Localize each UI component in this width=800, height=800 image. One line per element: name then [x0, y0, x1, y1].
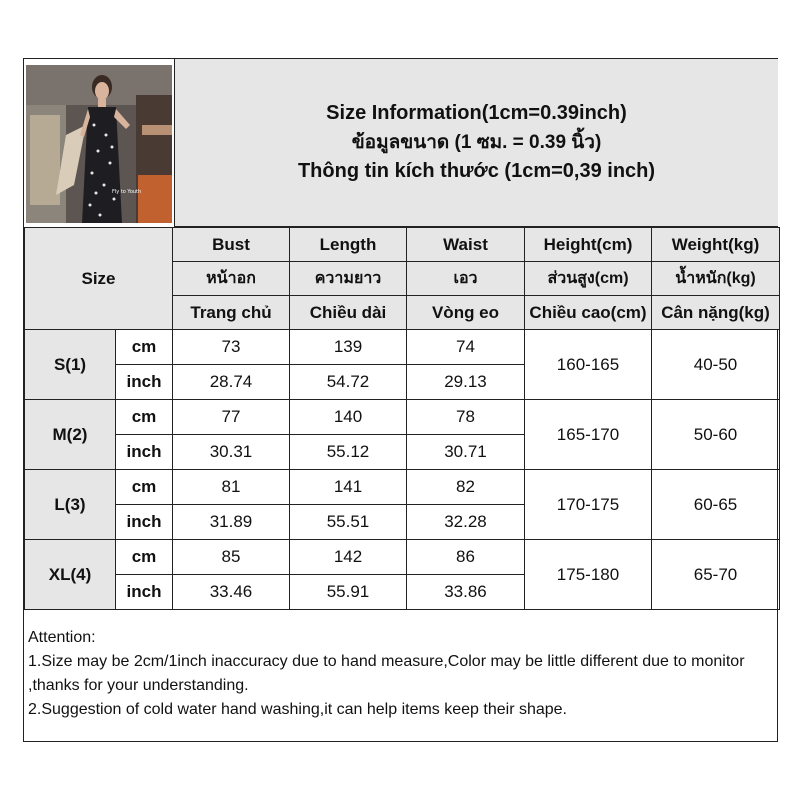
attention-note-1: 1.Size may be 2cm/1inch inaccuracy due to hand measure,Color may be little different due to monitor ,thanks for your understanding.: [28, 653, 745, 694]
size-chart-sheet: [23, 58, 778, 742]
unit-cm: cm: [116, 540, 173, 575]
waist-cm: 86: [407, 540, 525, 575]
height-range: 165-170: [525, 400, 652, 470]
size-label: M(2): [25, 400, 116, 470]
weight-range: 50-60: [652, 400, 780, 470]
height-range: 170-175: [525, 470, 652, 540]
photo-caption: Fly to Youth: [112, 189, 142, 195]
waist-inch: 33.86: [407, 575, 525, 610]
bust-inch: 33.46: [173, 575, 290, 610]
title-block: [174, 59, 778, 227]
bust-cm: 77: [173, 400, 290, 435]
col-bust-en: Bust: [173, 228, 290, 262]
col-height-vi: Chiều cao(cm): [525, 296, 652, 330]
size-label: S(1): [25, 330, 116, 400]
col-weight-th: น้ำหนัก(kg): [652, 262, 780, 296]
length-cm: 142: [290, 540, 407, 575]
col-height-en: Height(cm): [525, 228, 652, 262]
col-length-th: ความยาว: [290, 262, 407, 296]
bust-cm: 85: [173, 540, 290, 575]
weight-range: 65-70: [652, 540, 780, 610]
bust-inch: 31.89: [173, 505, 290, 540]
length-inch: 55.51: [290, 505, 407, 540]
title-english: Size Information(1cm=0.39inch): [326, 102, 627, 124]
bust-cm: 81: [173, 470, 290, 505]
bust-inch: 28.74: [173, 365, 290, 400]
height-range: 175-180: [525, 540, 652, 610]
col-length-vi: Chiều dài: [290, 296, 407, 330]
attention-heading: Attention:: [28, 629, 96, 646]
waist-cm: 78: [407, 400, 525, 435]
unit-inch: inch: [116, 435, 173, 470]
length-cm: 140: [290, 400, 407, 435]
col-waist-th: เอว: [407, 262, 525, 296]
attention-note-2: 2.Suggestion of cold water hand washing,it can help items keep their shape.: [28, 701, 567, 718]
table-row: [25, 540, 780, 575]
table-row: [25, 400, 780, 435]
unit-inch: inch: [116, 505, 173, 540]
table-row: [25, 330, 780, 365]
height-range: 160-165: [525, 330, 652, 400]
length-inch: 55.91: [290, 575, 407, 610]
length-inch: 55.12: [290, 435, 407, 470]
col-waist-vi: Vòng eo: [407, 296, 525, 330]
size-header: Size: [25, 228, 173, 330]
waist-cm: 82: [407, 470, 525, 505]
waist-inch: 30.71: [407, 435, 525, 470]
waist-inch: 32.28: [407, 505, 525, 540]
product-photo: [26, 65, 172, 223]
unit-inch: inch: [116, 575, 173, 610]
col-bust-th: หน้าอก: [173, 262, 290, 296]
col-length-en: Length: [290, 228, 407, 262]
length-cm: 141: [290, 470, 407, 505]
waist-cm: 74: [407, 330, 525, 365]
weight-range: 60-65: [652, 470, 780, 540]
col-bust-vi: Trang chủ: [173, 296, 290, 330]
title-vietnamese: Thông tin kích thước (1cm=0,39 inch): [297, 160, 656, 182]
col-weight-vi: Cân nặng(kg): [652, 296, 780, 330]
table-row: [25, 470, 780, 505]
length-inch: 54.72: [290, 365, 407, 400]
unit-cm: cm: [116, 330, 173, 365]
size-label: XL(4): [25, 540, 116, 610]
weight-range: 40-50: [652, 330, 780, 400]
product-photo-image: [26, 65, 172, 223]
header-row-english: [25, 228, 780, 262]
size-label: L(3): [25, 470, 116, 540]
title-thai: ข้อมูลขนาด (1 ซม. = 0.39 นิ้ว): [351, 132, 602, 153]
unit-cm: cm: [116, 470, 173, 505]
waist-inch: 29.13: [407, 365, 525, 400]
unit-cm: cm: [116, 400, 173, 435]
col-weight-en: Weight(kg): [652, 228, 780, 262]
col-waist-en: Waist: [407, 228, 525, 262]
size-table: [24, 227, 780, 610]
col-height-th: ส่วนสูง(cm): [525, 262, 652, 296]
bust-cm: 73: [173, 330, 290, 365]
length-cm: 139: [290, 330, 407, 365]
bust-inch: 30.31: [173, 435, 290, 470]
attention-notes: [24, 622, 777, 722]
unit-inch: inch: [116, 365, 173, 400]
